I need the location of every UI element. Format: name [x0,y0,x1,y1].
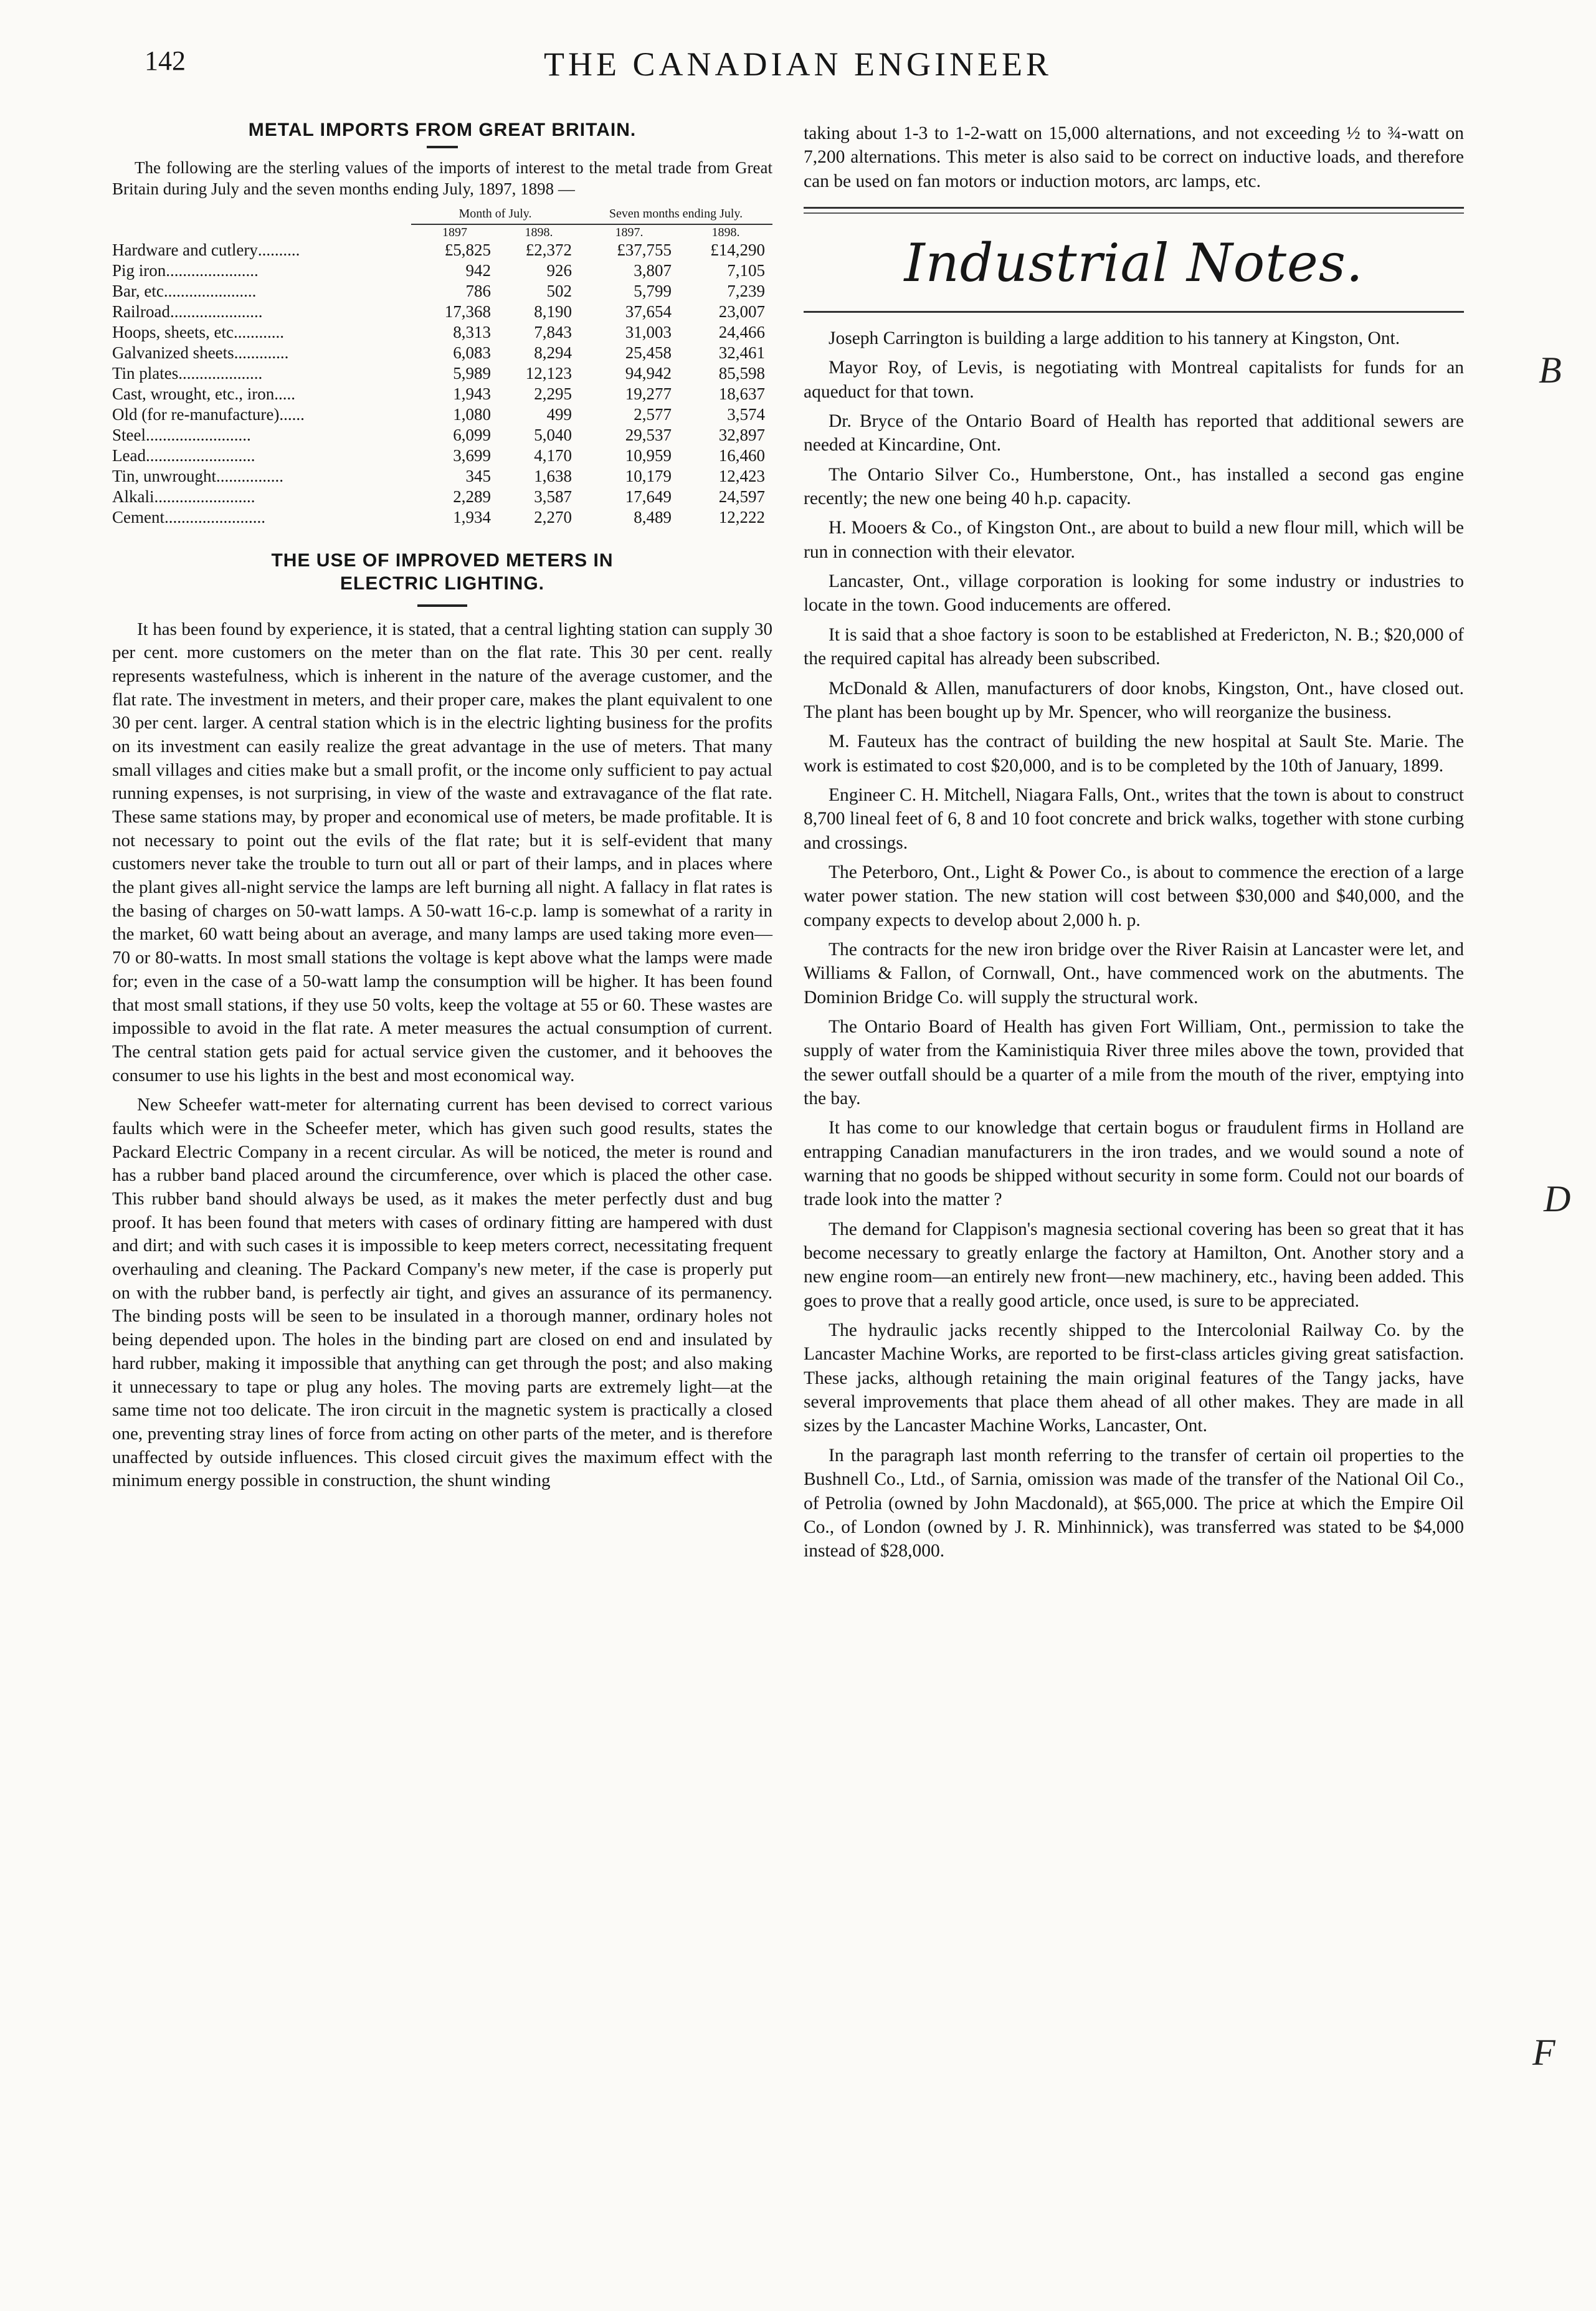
table-row [112,322,772,343]
import-value: 31,003 [625,323,672,342]
margin-mark: F [1532,2032,1556,2073]
import-item: Hardware and cutlery.......... [112,241,300,260]
dot-leader: ......................... [146,425,251,444]
import-value: 24,466 [718,323,765,342]
import-item: Alkali........................ [112,487,255,506]
industrial-note: It is said that a shoe factory is soon to be established at Fredericton, N. B.; $20,000 of the required capital has already been subscribed. [804,624,1464,669]
import-value: 5,040 [534,425,572,444]
dot-leader: ...................... [166,261,259,280]
import-value: 2,295 [534,384,572,403]
import-value: 1,934 [453,507,491,527]
import-item: Hoops, sheets, etc............ [112,323,284,342]
import-value: 2,289 [453,487,491,506]
dot-leader: ................ [216,466,284,485]
table-row [112,343,772,363]
table-row [112,404,772,425]
import-item: Pig iron...................... [112,261,259,280]
industrial-note: Mayor Roy, of Levis, is negotiating with Montreal capitalists for funds for an aqueduct for that town. [804,358,1464,402]
import-value: 18,637 [718,384,765,403]
import-value: 37,654 [625,302,672,322]
import-value: 16,460 [718,446,765,465]
import-value: 32,897 [718,425,765,444]
imports-table [112,206,772,528]
import-value: 10,959 [625,446,672,465]
meters-paragraph: New Scheefer watt-meter for alternating current has been devised to correct various faults which were in the Scheefer meter, which has given such good results, states the Packard Electric Company in a recent circular. As will be noticed, the meter is round and has a rubber band placed around the circumference, over which is placed the other case. This rubber band should always be used, as it makes the meter perfectly dust and bug proof. It has been found that meters with cases of ordinary fitting are hampered with dust and dirt; and with such cases it is impossible to keep meters correct, necessitating frequent overhauling and cleaning. The Packard Company's new meter, if the case is properly put on with the rubber band, is perfectly air tight, and gives an assurance of its permanency. The binding posts will be seen to be insulated in a thorough manner, ordinary holes not being depended upon. The holes in the binding part are closed on end and insulated by hard rubber, making it impossible that anything can get through the post; and also making it unnecessary to tape or plug any holes. The moving parts are extremely light—at the same time not too delicate. The iron circuit in the magnetic system is practically a closed one, preventing stray lines of force from acting on other parts of the meter, and is therefore unaffected by outside influences. This closed circuit gives the maximum effect with the minimum energy possible in construction, the shunt winding [112,1095,772,1491]
import-value: 4,170 [534,446,572,465]
right-column [804,122,1464,1569]
year-header: 1898. [525,225,553,239]
left-column [112,118,772,1493]
table-row [112,507,772,528]
dot-leader: .................... [178,364,263,383]
dot-leader: ...................... [169,302,263,322]
import-item: Tin, unwrought................ [112,466,284,485]
import-value: 17,368 [444,302,491,322]
industrial-notes-heading: Industrial Notes. [904,232,1364,294]
industrial-note: The hydraulic jacks recently shipped to the Intercolonial Railway Co. by the Lancaster Machine Works, are reported to be first-class articles giving great satisfaction. These jacks, although retaining the main original features of the Tangy jacks, have several improvements that place them ahead of all other makes. They are made in all sizes by the Lancaster Machine Works, Lancaster, Ont. [804,1320,1464,1436]
table-row [112,487,772,507]
dot-leader: .......................... [145,446,255,465]
import-value: 1,943 [453,384,491,403]
table-row [112,302,772,322]
section-rule [804,207,1464,214]
meters-title-rule [417,604,467,607]
industrial-note: The contracts for the new iron bridge over the River Raisin at Lancaster were let, and Williams & Fallon, of Cornwall, Ont., have commenced work on the abutments. The Dominion Bridge Co. will supply the structural work. [804,939,1464,1008]
dot-leader: ........................ [154,487,255,506]
import-value: 5,989 [453,364,491,383]
import-value: 7,239 [727,282,765,301]
import-value: 29,537 [625,425,672,444]
import-item: Galvanized sheets............. [112,343,289,363]
dot-leader: ........... [237,323,284,342]
import-value: 24,597 [718,487,765,506]
import-value: 1,080 [453,404,491,424]
industrial-note: Joseph Carrington is building a large addition to his tannery at Kingston, Ont. [829,328,1400,349]
dot-leader: ............. [234,343,289,363]
import-value: 85,598 [718,364,765,383]
import-item: Cement........................ [112,507,265,527]
import-value: 32,461 [718,343,765,363]
import-value: 786 [465,282,491,301]
import-value: £37,755 [617,241,672,260]
import-value: 2,270 [534,507,572,527]
import-item: Tin plates.................... [112,364,263,383]
import-value: 25,458 [625,343,672,363]
meters-article [112,618,772,1493]
table-row [112,466,772,487]
industrial-note: Engineer C. H. Mitchell, Niagara Falls, Ont., writes that the town is about to construct 8,700 lineal feet of 6, 8 and 10 foot concrete and brick walks, together with stone curbing and crossings. [804,784,1464,853]
table-row [112,363,772,384]
import-item: Old (for re-manufacture)...... [112,404,305,424]
year-header: 1897 [442,225,467,239]
table-row [112,240,772,260]
heading-rule [804,311,1464,313]
industrial-note: In the paragraph last month referring to the transfer of certain oil properties to the Bushnell Co., Ltd., of Sarnia, omission was made of the transfer of the National Oil Co., of Petrolia (owned by John Macdonald), at $65,000. The price at which the Empire Oil Co., of London (owned by J. R. Minhinnick), was transferred was stated to be $4,000 instead of $28,000. [804,1445,1464,1561]
meters-title-line-1: THE USE OF IMPROVED METERS IN [271,550,614,571]
import-value: 8,313 [453,323,491,342]
running-head: THE CANADIAN ENGINEER [544,45,1052,83]
industrial-note: McDonald & Allen, manufacturers of door knobs, Kingston, Ont., have closed out. The plant has been bought up by Mr. Spencer, who will reorganize the business. [804,678,1464,722]
import-value: 1,638 [534,466,572,485]
import-value: 23,007 [718,302,765,322]
import-value: 12,423 [718,466,765,485]
page-number: 142 [145,45,186,76]
import-value: 3,699 [453,446,491,465]
import-value: 19,277 [625,384,672,403]
title-rule [427,146,458,148]
table-row [112,384,772,404]
meters-continuation: taking about 1-3 to 1-2-watt on 15,000 alternations, and not exceeding ½ to ¾-watt on 7,200 alternations. This meter is also said to be correct on inductive loads, and therefore can be used on fan motors or induction motors, arc lamps, etc. [804,123,1464,191]
industrial-note: H. Mooers & Co., of Kingston Ont., are about to build a new flour mill, which will be run in connection with their elevator. [804,518,1464,562]
dot-leader: ...... [279,404,305,424]
year-header: 1897. [615,225,644,239]
import-value: 8,294 [534,343,572,363]
imports-intro: The following are the sterling values of the imports of interest to the metal trade from Great Britain during July and the seven months ending July, 1897, 1898 — [112,158,772,199]
import-value: £2,372 [525,241,572,260]
industrial-note: The Peterboro, Ont., Light & Power Co., is about to commence the erection of a large water power station. The new station will cost between $30,000 and $40,000, and the company expects to develop about 2,000 h. p. [804,862,1464,930]
import-value: 17,649 [625,487,672,506]
import-item: Cast, wrought, etc., iron..... [112,384,295,403]
industrial-note: The demand for Clappison's magnesia sectional covering has been so great that it has become necessary to greatly enlarge the factory at Hamilton, Ont. Another story and a new engine room—an entirely new front—new machinery, etc., having been added. This goes to prove that a really good article, once used, is sure to be appreciated. [804,1219,1464,1311]
dot-leader: .......... [257,241,300,260]
import-value: 5,799 [634,282,672,301]
import-value: 3,587 [534,487,572,506]
import-value: 499 [546,404,572,424]
import-value: £5,825 [444,241,491,260]
industrial-note: Lancaster, Ont., village corporation is looking for some industry or industries to locate in the town. Good inducements are offered. [804,571,1464,616]
dot-leader: ..... [274,384,295,403]
industrial-note: It has come to our knowledge that certain bogus or fraudulent firms in Holland are entrapping Canadian manufacturers in the iron trades, and we would sound a note of warning that no goods be shipped without security in some form. Could not our boards of trade look into the matter ? [804,1118,1464,1210]
import-value: 6,083 [453,343,491,363]
import-item: Railroad...................... [112,302,263,322]
imports-title: METAL IMPORTS FROM GREAT BRITAIN. [248,120,637,140]
import-value: 345 [465,466,491,485]
import-value: 94,942 [625,364,672,383]
margin-mark: B [1539,350,1562,391]
import-item: Lead.......................... [112,446,255,465]
table-row [112,446,772,466]
import-value: 10,179 [625,466,672,485]
import-value: £14,290 [710,241,765,260]
import-item: Bar, etc...................... [112,282,257,301]
import-value: 7,105 [727,261,765,280]
margin-mark: D [1544,1178,1571,1219]
import-value: 8,489 [634,507,672,527]
import-value: 12,123 [525,364,572,383]
dot-leader: ..................... [168,282,257,301]
col-group-seven-months: Seven months ending July. [579,206,772,224]
meters-title-line-2: ELECTRIC LIGHTING. [340,573,544,594]
import-value: 926 [546,261,572,280]
import-value: 3,574 [727,404,765,424]
import-value: 942 [465,261,491,280]
industrial-notes-list [804,326,1464,1563]
table-row [112,425,772,446]
industrial-note: Dr. Bryce of the Ontario Board of Health has reported that additional sewers are needed at Kincardine, Ont. [804,411,1464,455]
import-value: 3,807 [634,261,672,280]
year-header: 1898. [711,225,740,239]
col-group-month: Month of July. [411,206,579,224]
industrial-note: The Ontario Silver Co., Humberstone, Ont., has installed a second gas engine recently; the new one being 40 h.p. capacity. [804,464,1464,509]
import-value: 502 [546,282,572,301]
import-value: 12,222 [718,507,765,527]
import-value: 7,843 [534,323,572,342]
dot-leader: ........................ [164,507,265,527]
import-item: Steel......................... [112,425,251,444]
table-row [112,281,772,302]
table-row [112,260,772,281]
import-value: 8,190 [534,302,572,322]
import-value: 6,099 [453,425,491,444]
industrial-note: M. Fauteux has the contract of building the new hospital at Sault Ste. Marie. The work is estimated to cost $20,000, and is to be completed by the 10th of January, 1899. [804,731,1464,776]
meters-paragraph: It has been found by experience, it is stated, that a central lighting station can supply 30 per cent. more customers on the meter than on the flat rate. This 30 per cent. really represents wastefulness, which is inherent in the nature of the average customer, and the flat rate. The investment in meters, and their proper care, makes the plant equivalent to one 30 per cent. larger. A central station which is in the electric lighting business for the profits on its investment can easily realize the great advantage in the use of meters. That many small villages and cities make but a small profit, or the income only sufficient to pay actual running expenses, is not surprising, in view of the waste and extravagance of the flat rate. These same stations may, by proper and economical use of meters, be made profitable. It is not necessary to point out the evils of the flat rate; but it is self-evident that many customers never take the trouble to turn out all or part of their lamps, and in places where the plant gives all-night service the lamps are left burning all night. A fallacy in flat rates is the basing of charges on 50-watt lamps. A 50-watt 16-c.p. lamp is somewhat of a rarity in the market, 60 watt being about an average, and many lamps are used taking more even—70 or 80-watts. In most small stations the voltage is kept above what the lamps were made for; even in the case of a 50-watt lamp the consumption will be higher. It has been found that most small stations, if they use 50 volts, keep the voltage at 55 or 60. These wastes are impossible to avoid in the flat rate. A meter measures the actual consumption of current. The central station gets paid for actual service given the customer, and it behooves the consumer to use his lights in the best and most economical way. [112,619,772,1085]
industrial-note: The Ontario Board of Health has given Fort William, Ont., permission to take the supply of water from the Kaministiquia River three miles above the town, provided that the sewer outfall should be a quarter of a mile from the mouth of the river, emptying into the bay. [804,1016,1464,1108]
import-value: 2,577 [634,404,672,424]
